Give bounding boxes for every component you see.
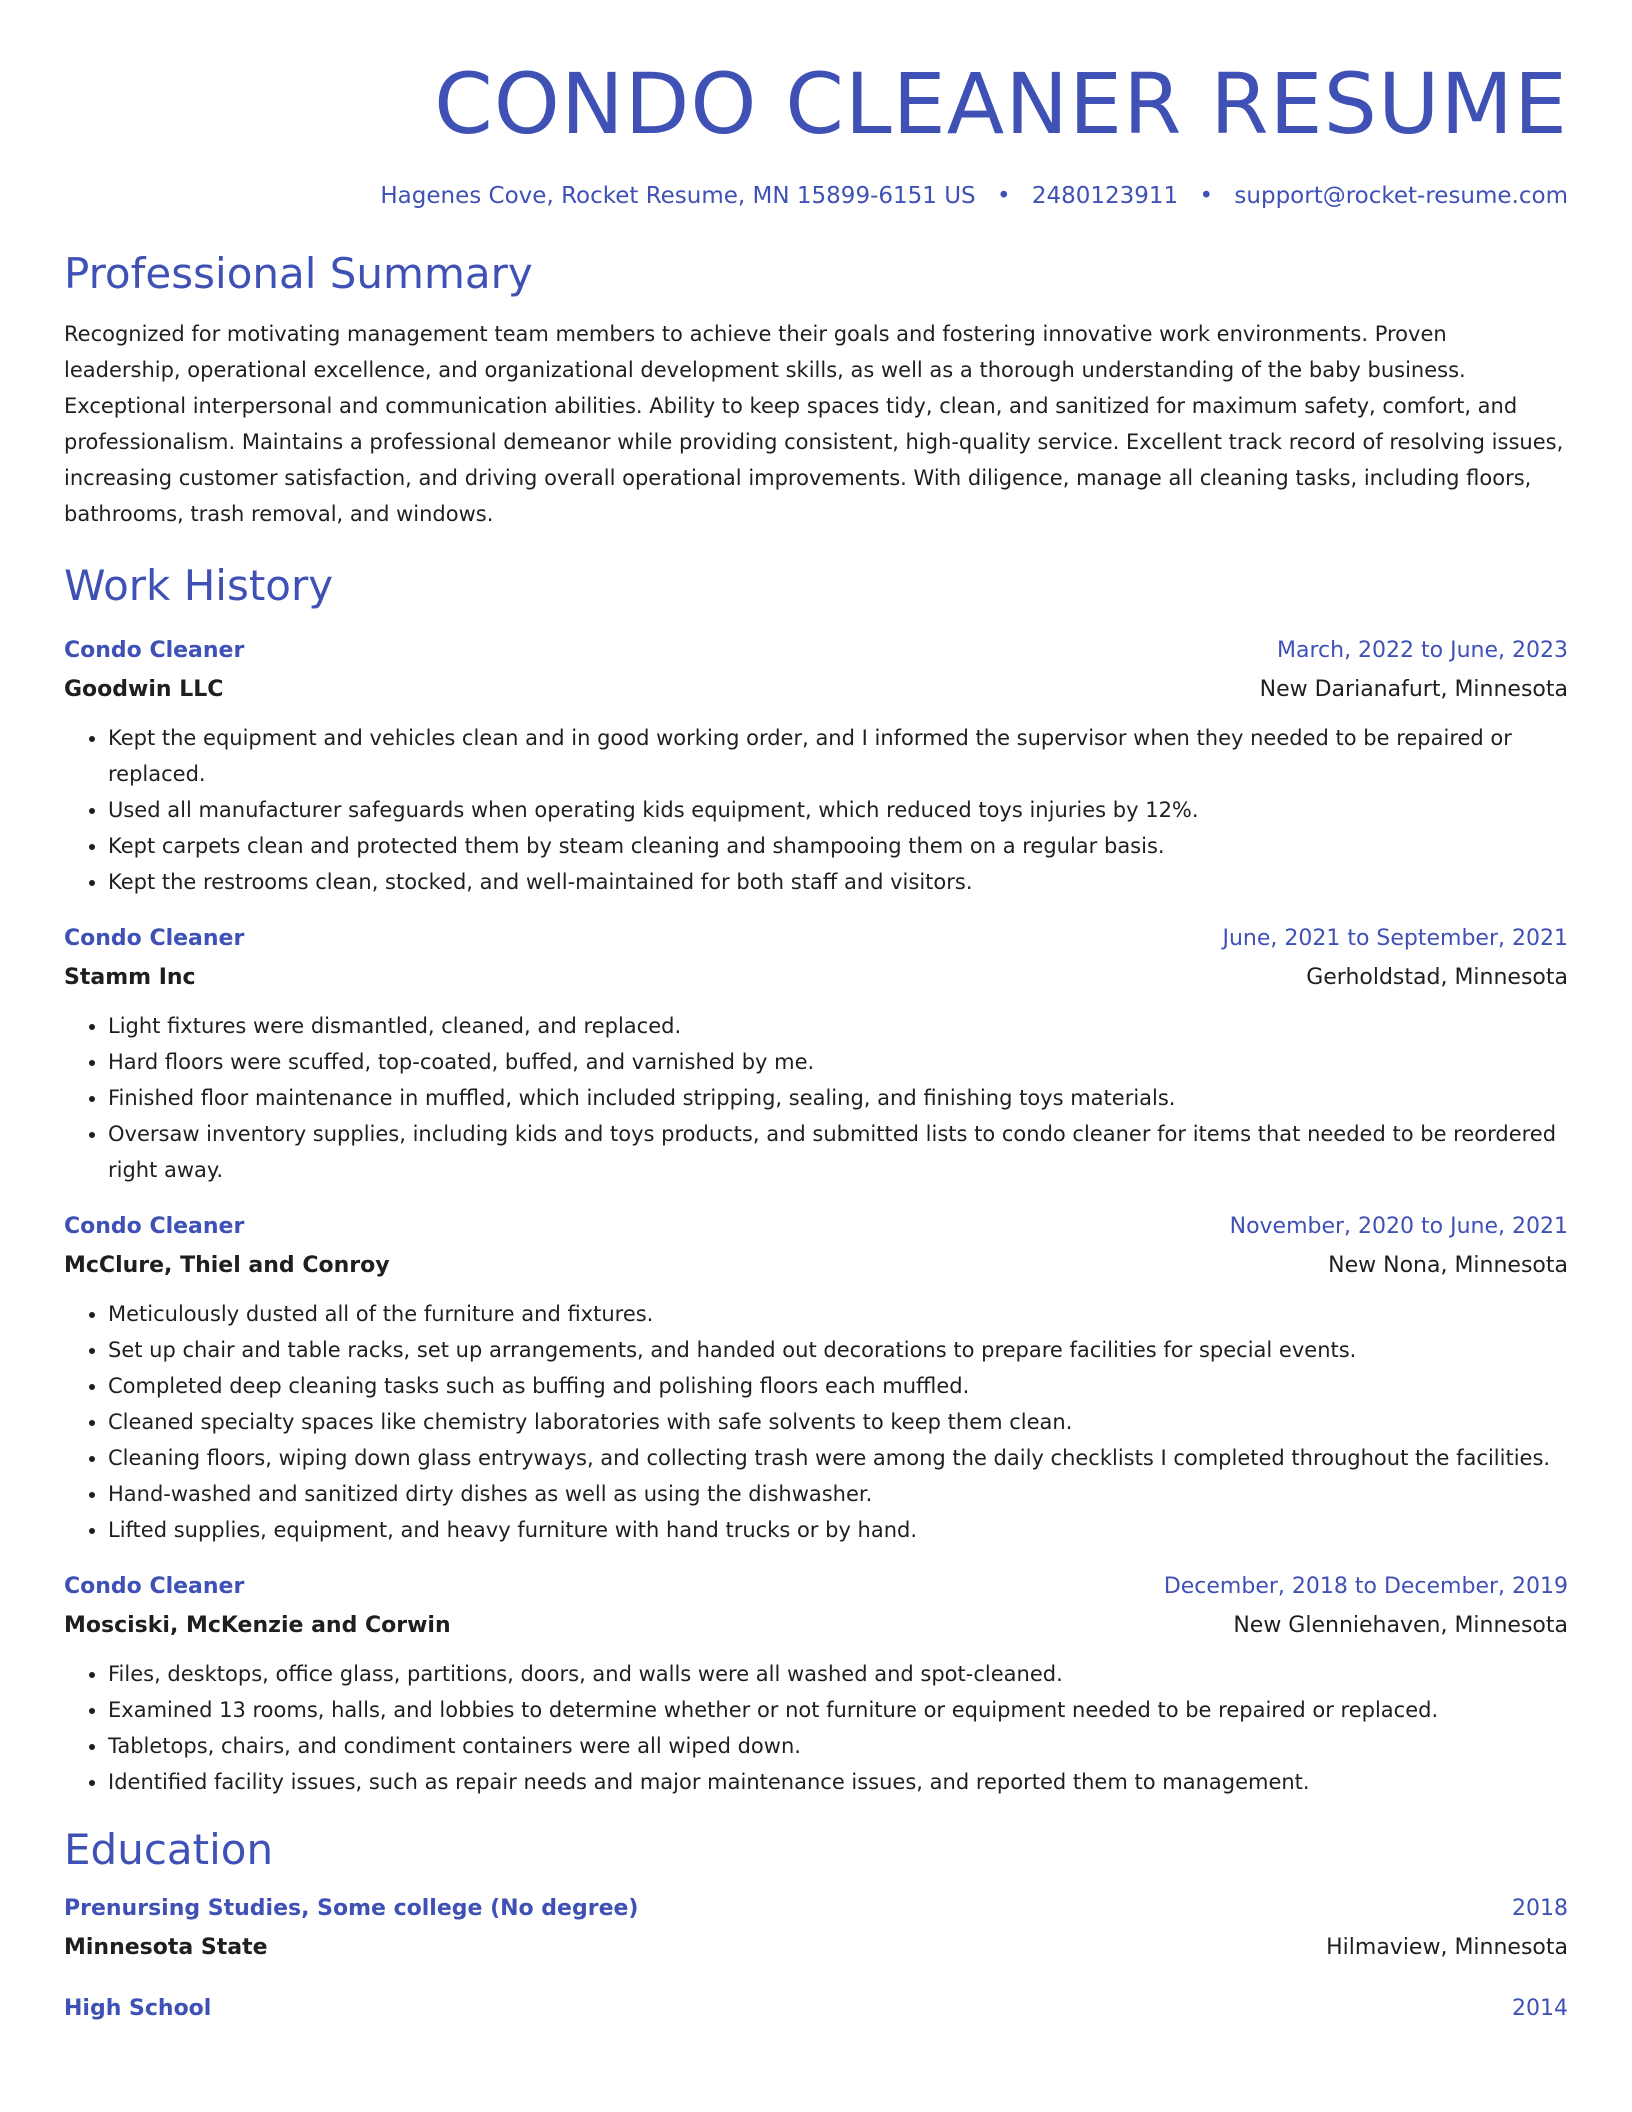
education-entry bbox=[64, 1890, 1568, 1968]
job-bullet: • Cleaning floors, wiping down glass entryways, and collecting trash were among the daily checklists I completed throughout the facilities. bbox=[108, 1440, 1568, 1476]
job-entry bbox=[64, 632, 1568, 900]
job-dates: March, 2022 to June, 2023 bbox=[1277, 638, 1568, 663]
job-bullet: • Files, desktops, office glass, partitions, doors, and walls were all washed and spot-cleaned. bbox=[108, 1656, 1568, 1692]
job-bullet: • Finished floor maintenance in muffled, which included stripping, sealing, and finishing toys materials. bbox=[108, 1080, 1568, 1116]
job-bullet: • Hard floors were scuffed, top-coated, buffed, and varnished by me. bbox=[108, 1044, 1568, 1080]
job-location: New Darianafurt, Minnesota bbox=[1259, 677, 1568, 702]
job-title: Condo Cleaner bbox=[64, 926, 245, 951]
job-entry bbox=[64, 1568, 1568, 1800]
company-name: McClure, Thiel and Conroy bbox=[64, 1253, 390, 1278]
education-entry bbox=[64, 1990, 1568, 2028]
company-name: Mosciski, McKenzie and Corwin bbox=[64, 1613, 451, 1638]
job-bullet: • Meticulously dusted all of the furniture and fixtures. bbox=[108, 1296, 1568, 1332]
resume-title: CONDO CLEANER RESUME bbox=[434, 55, 1568, 153]
job-bullet: • Kept the equipment and vehicles clean and in good working order, and I informed the supervisor when they needed to be repaired or replaced. bbox=[108, 720, 1568, 792]
resume-header bbox=[64, 56, 1568, 212]
section-heading-summary: Professional Summary bbox=[64, 249, 533, 298]
job-location: New Glenniehaven, Minnesota bbox=[1233, 1613, 1568, 1638]
job-title: Condo Cleaner bbox=[64, 638, 245, 663]
job-bullet: • Set up chair and table racks, set up arrangements, and handed out decorations to prepare facilities for special events. bbox=[108, 1332, 1568, 1368]
job-bullet: • Light fixtures were dismantled, cleaned, and replaced. bbox=[108, 1008, 1568, 1044]
education-year: 2018 bbox=[1512, 1896, 1568, 1921]
education-degree: High School bbox=[64, 1996, 212, 2021]
job-bullet-list bbox=[64, 1296, 1568, 1548]
job-bullet: • Kept the restrooms clean, stocked, and well-maintained for both staff and visitors. bbox=[108, 864, 1568, 900]
contact-separator: • bbox=[1199, 183, 1214, 209]
job-bullet: • Cleaned specialty spaces like chemistry laboratories with safe solvents to keep them clean. bbox=[108, 1404, 1568, 1440]
contact-line bbox=[64, 180, 1568, 212]
job-bullet-list bbox=[64, 1656, 1568, 1800]
job-bullet: • Hand-washed and sanitized dirty dishes as well as using the dishwasher. bbox=[108, 1476, 1568, 1512]
job-bullet-list bbox=[64, 720, 1568, 900]
resume-page bbox=[64, 0, 1568, 2028]
contact-separator: • bbox=[996, 183, 1011, 209]
education-degree: Prenursing Studies, Some college (No degree) bbox=[64, 1896, 639, 1921]
job-bullet: • Tabletops, chairs, and condiment containers were all wiped down. bbox=[108, 1728, 1568, 1764]
contact-address: Hagenes Cove, Rocket Resume, MN 15899-6151 US bbox=[380, 183, 976, 209]
job-bullet: • Completed deep cleaning tasks such as buffing and polishing floors each muffled. bbox=[108, 1368, 1568, 1404]
job-bullet: • Lifted supplies, equipment, and heavy furniture with hand trucks or by hand. bbox=[108, 1512, 1568, 1548]
contact-email[interactable]: support@rocket-resume.com bbox=[1234, 183, 1568, 209]
job-location: New Nona, Minnesota bbox=[1328, 1253, 1568, 1278]
job-dates: June, 2021 to September, 2021 bbox=[1222, 926, 1568, 951]
education-year: 2014 bbox=[1512, 1996, 1568, 2021]
school-location: Hilmaview, Minnesota bbox=[1326, 1935, 1568, 1960]
job-title: Condo Cleaner bbox=[64, 1214, 245, 1239]
job-bullet: • Examined 13 rooms, halls, and lobbies to determine whether or not furniture or equipment needed to be repaired or replaced. bbox=[108, 1692, 1568, 1728]
job-bullet: • Used all manufacturer safeguards when operating kids equipment, which reduced toys injuries by 12%. bbox=[108, 792, 1568, 828]
job-bullet: • Oversaw inventory supplies, including kids and toys products, and submitted lists to condo cleaner for items that needed to be reordered right away. bbox=[108, 1116, 1568, 1188]
job-entry bbox=[64, 920, 1568, 1188]
job-dates: November, 2020 to June, 2021 bbox=[1229, 1214, 1568, 1239]
section-heading-work-history: Work History bbox=[64, 561, 334, 610]
job-location: Gerholdstad, Minnesota bbox=[1306, 965, 1568, 990]
summary-text: Recognized for motivating management team members to achieve their goals and fostering innovative work environments. Proven leadership, operational excellence, and organizational development skills, as well as a thorough understanding of the baby business. Exceptional interpersonal and communication abilities. Ability to keep spaces tidy, clean, and sanitized for maximum safety, comfort, and professionalism. Maintains a professional demeanor while providing consistent, high-quality service. Excellent track record of resolving issues, increasing customer satisfaction, and driving overall operational improvements. With diligence, manage all cleaning tasks, including floors, bathrooms, trash removal, and windows. bbox=[64, 322, 1564, 526]
contact-phone[interactable]: 2480123911 bbox=[1031, 183, 1179, 209]
job-dates: December, 2018 to December, 2019 bbox=[1163, 1574, 1568, 1599]
job-bullet: • Identified facility issues, such as repair needs and major maintenance issues, and reported them to management. bbox=[108, 1764, 1568, 1800]
company-name: Stamm Inc bbox=[64, 965, 196, 990]
school-name: Minnesota State bbox=[64, 1935, 268, 1960]
job-entry bbox=[64, 1208, 1568, 1548]
section-heading-education: Education bbox=[64, 1825, 274, 1874]
company-name: Goodwin LLC bbox=[64, 677, 224, 702]
job-title: Condo Cleaner bbox=[64, 1574, 245, 1599]
job-bullet-list bbox=[64, 1008, 1568, 1188]
job-bullet: • Kept carpets clean and protected them by steam cleaning and shampooing them on a regular basis. bbox=[108, 828, 1568, 864]
